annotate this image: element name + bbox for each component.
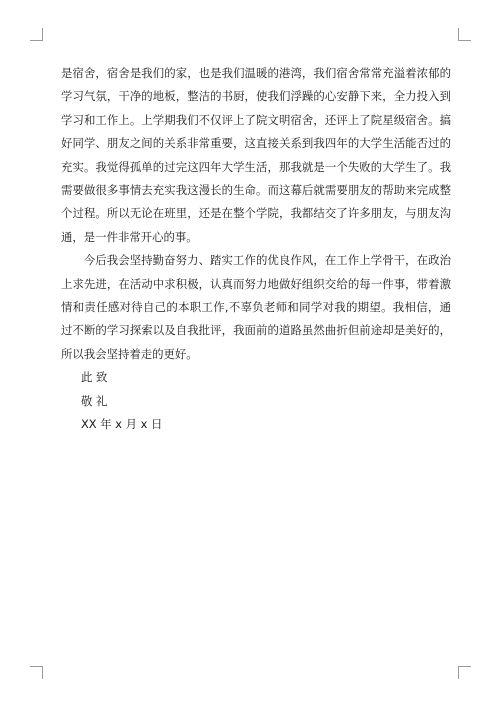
crop-mark-bottom-right	[458, 666, 471, 679]
paragraph-dormitory-life: 是宿舍，宿舍是我们的家，也是我们温暖的港湾，我们宿舍常常充溢着浓郁的学习气氛，干净的地板，整洁的书厨，使我们浮躁的心安静下来，全力投入到学习和工作上。上学期我们不仅评上了院文明宿舍，还评上了院星级宿舍。搞好同学、朋友之间的关系非常重要，这直接关系到我四年的大学生活能否过的充实。我觉得孤单的过完这四年大学生活，那我就是一个失败的大学生了。我需要做很多事情去充实我这漫长的生命。而这幕后就需要朋友的帮助来完成整个过程。所以无论在班里，还是在整个学院，我都结交了许多朋友，与朋友沟通，是一件非常开心的事。	[61, 66, 451, 244]
closing-regards: 敬 礼	[81, 393, 108, 408]
crop-mark-top-left	[30, 28, 43, 41]
crop-mark-bottom-left	[30, 666, 43, 679]
closing-block	[61, 366, 451, 436]
closing-salutation: 此 致	[81, 370, 108, 385]
paragraph-future-plans: 今后我会坚持勤奋努力、踏实工作的优良作风，在工作上学骨干，在政治上求先进，在活动中求积极，认真而努力地做好组织交给的每一件事，带着激情和责任感对待自己的本职工作,不辜负老师和同学对我的期望。我相信，通过不断的学习探索以及自我批评，我面前的道路虽然曲折但前途却是美好的，所以我会坚持着走的更好。	[61, 253, 451, 361]
closing-date: XX 年 x 月 x 日	[81, 417, 163, 432]
document-body	[61, 62, 451, 437]
crop-mark-top-right	[458, 28, 471, 41]
